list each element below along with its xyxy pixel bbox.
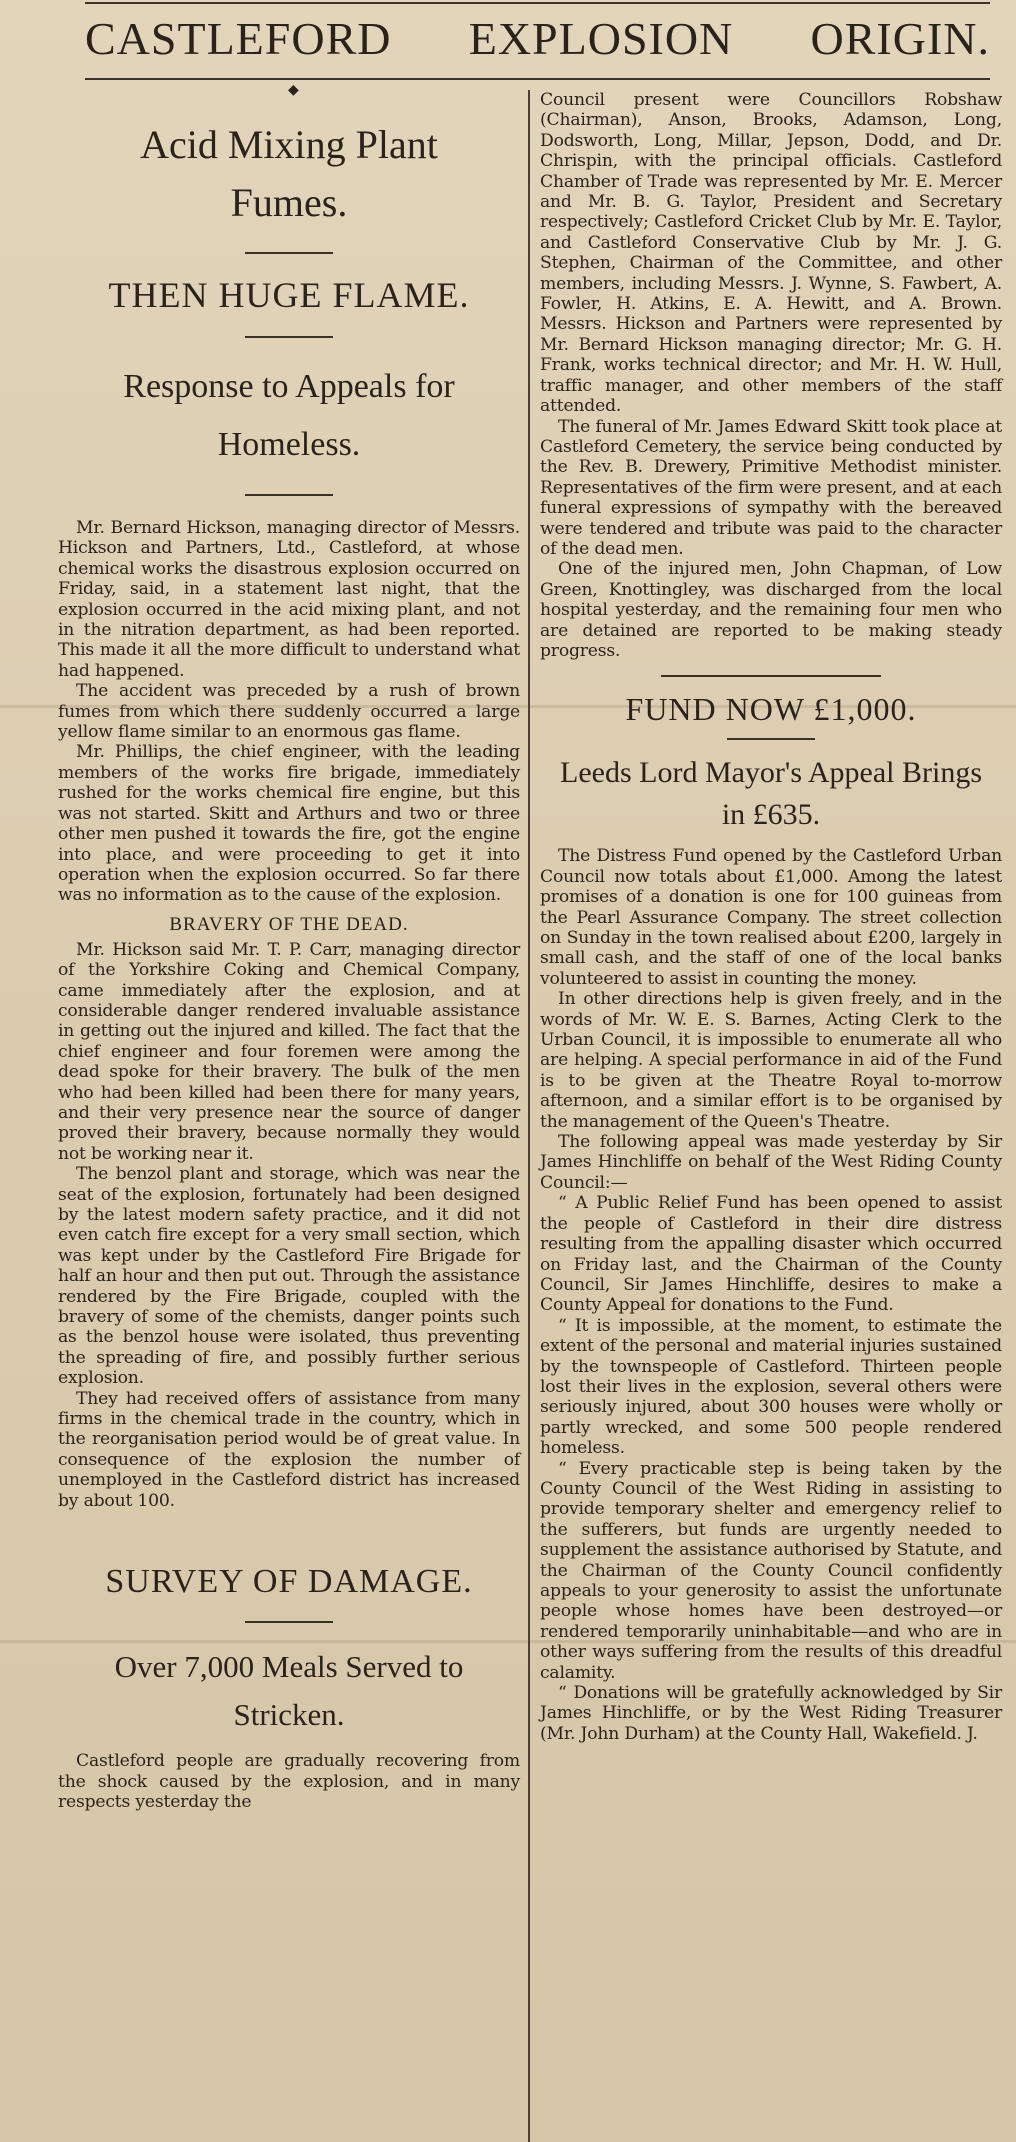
divider [245, 336, 333, 338]
article-paragraph: One of the injured men, John Chapman, of Low Green, Knottingley, was discharged from the local hospital yesterday, and the remaining four men who are detained are reported to be making steady progress. [540, 559, 1002, 661]
column-divider [528, 90, 530, 2142]
divider [661, 675, 881, 677]
headline-response-appeals: Response to Appeals for Homeless. [123, 368, 455, 463]
divider [245, 252, 333, 254]
main-headline-word: EXPLOSION [468, 13, 734, 64]
article-paragraph: “ Donations will be gratefully acknowledged by Sir James Hinchliffe, or by the West Riding Treasurer (Mr. John Durham) at the County Hall, Wakefield. J. [540, 1683, 1002, 1744]
article-paragraph: In other directions help is given freely, and in the words of Mr. W. E. S. Barnes, Acting Clerk to the Urban Council, it is impossible to enumerate all who are helping. A special performance in aid of the Fund is to be given at the Theatre Royal to-morrow afternoon, and a similar effort is to be organised by the management of the Queen's Theatre. [540, 989, 1002, 1132]
headline-rule [85, 78, 990, 80]
article-paragraph: “ A Public Relief Fund has been opened to assist the people of Castleford in their dire distress resulting from the appalling disaster which occurred on Friday last, and the Chairman of the County Council, Sir James Hinchliffe, desires to make a County Appeal for donations to the Fund. [540, 1193, 1002, 1316]
article-paragraph: The following appeal was made yesterday by Sir James Hinchliffe on behalf of the West Riding County Council:— [540, 1132, 1002, 1193]
article-paragraph: Mr. Bernard Hickson, managing director of Messrs. Hickson and Partners, Ltd., Castleford, at whose chemical works the disastrous explosion occurred on Friday, said, in a statement last night, that the explosion occurred in the acid mixing plant, and not in the nitration department, as had been reported. This made it all the more difficult to understand what had happened. [58, 518, 520, 681]
headline-fund-now: FUND NOW £1,000. [625, 691, 917, 728]
divider [245, 494, 333, 496]
main-headline [85, 12, 990, 65]
article-paragraph: The funeral of Mr. James Edward Skitt took place at Castleford Cemetery, the service being conducted by the Rev. B. Drewery, Primitive Methodist minister. Representatives of the firm were present, and at each funeral expressions of sympathy with the bereaved were tendered and tribute was paid to the character of the dead men. [540, 416, 1002, 559]
divider [245, 1621, 333, 1623]
divider [727, 738, 815, 740]
article-paragraph: Council present were Councillors Robshaw (Chairman), Anson, Brooks, Adamson, Long, Dodsworth, Long, Millar, Jepson, Dodd, and Dr. Chrispin, with the principal officials. Castleford Chamber of Trade was represented by Mr. E. Mercer and Mr. B. G. Taylor, President and Secretary respectively; Castleford Cricket Club by Mr. E. Taylor, and Castleford Conservative Club by Mr. J. G. Stephen, Chairman of the Committee, and other members, including Messrs. J. Wynne, S. Fawbert, A. Fowler, H. Atkins, E. A. Hewitt, and A. Brown. Messrs. Hickson and Partners were represented by Mr. Bernard Hickson managing director; Mr. G. H. Frank, works technical director; and Mr. H. W. Hull, traffic manager, and other members of the staff attended. [540, 90, 1002, 417]
article-paragraph: The Distress Fund opened by the Castleford Urban Council now totals about £1,000. Among the latest promises of a donation is one for 100 guineas from the Pearl Assurance Company. The street collection on Sunday in the town realised about £200, largely in small cash, and the staff of one of the local banks volunteered to assist in counting the money. [540, 846, 1002, 989]
article-paragraph: Mr. Hickson said Mr. T. P. Carr, managing director of the Yorkshire Coking and Chemical Company, came immediately after the explosion, and at considerable danger rendered invaluable assistance in getting out the injured and killed. The fact that the chief engineer and four foremen were among the dead spoke for their bravery. The bulk of the men who had been killed had been there for many years, and their very presence near the source of danger proved their bravery, because normally they would not be working near it. [58, 939, 520, 1164]
article-paragraph: “ It is impossible, at the moment, to estimate the extent of the personal and material injuries sustained by the townspeople of Castleford. Thirteen people lost their lives in the explosion, several others were seriously injured, about 300 houses were wholly or partly wrecked, and some 500 people rendered homeless. [540, 1315, 1002, 1459]
headline-huge-flame: THEN HUGE FLAME. [108, 275, 470, 315]
left-column [58, 100, 520, 1812]
article-paragraph: They had received offers of assistance from many firms in the chemical trade in the country, which in the reorganisation period would be of great value. In consequence of the explosion the number of unemployed in the Castleford district has increased by about 100. [58, 1388, 520, 1511]
article-paragraph: Mr. Phillips, the chief engineer, with the leading members of the works fire brigade, immediately rushed for the works chemical fire engine, but this was not started. Skitt and Arthurs and two or three other men pushed it towards the fire, got the engine into place, and were proceeding to get it into operation when the explosion occurred. So far there was no information as to the cause of the explosion. [58, 742, 520, 906]
headline-meals-served: Over 7,000 Meals Served to Stricken. [114, 1649, 464, 1733]
top-rule [85, 2, 990, 4]
main-headline-word: ORIGIN. [810, 13, 990, 64]
article-paragraph: The benzol plant and storage, which was near the seat of the explosion, fortunately had been designed by the latest modern safety practice, and it did not even catch fire except for a very small section, which was kept under by the Castleford Fire Brigade for half an hour and then put out. Through the assistance rendered by the Fire Brigade, coupled with the bravery of some of the chemists, danger points such as the benzol house were isolated, thus preventing the spreading of fire, and possibly further serious explosion. [58, 1164, 520, 1389]
headline-survey-damage: SURVEY OF DAMAGE. [105, 1563, 473, 1601]
article-paragraph: “ Every practicable step is being taken by the County Council of the West Riding in assisting to provide temporary shelter and emergency relief to the sufferers, but funds are urgently needed to supplement the assistance authorised by Statute, and the Chairman of the County Council confidently appeals to your generosity to assist the unfortunate people whose homes have been destroyed—or rendered temporarily uninhabitable—and who are in other ways suffering from the results of this dreadful calamity. [540, 1458, 1002, 1683]
headline-acid-mixing: Acid Mixing Plant Fumes. [140, 122, 438, 225]
article-paragraph: Castleford people are gradually recovering from the shock caused by the explosion, and in many respects yesterday the [58, 1751, 520, 1812]
right-column [540, 90, 1002, 1744]
subhead-bravery: BRAVERY OF THE DEAD. [169, 913, 409, 935]
headline-leeds-appeal: Leeds Lord Mayor's Appeal Brings in £635. [560, 756, 982, 832]
main-headline-word: CASTLEFORD [85, 13, 392, 64]
ornament-diamond: ◆ [288, 82, 299, 98]
article-paragraph: The accident was preceded by a rush of brown fumes from which there suddenly occurred a large yellow flame similar to an enormous gas flame. [58, 681, 520, 743]
